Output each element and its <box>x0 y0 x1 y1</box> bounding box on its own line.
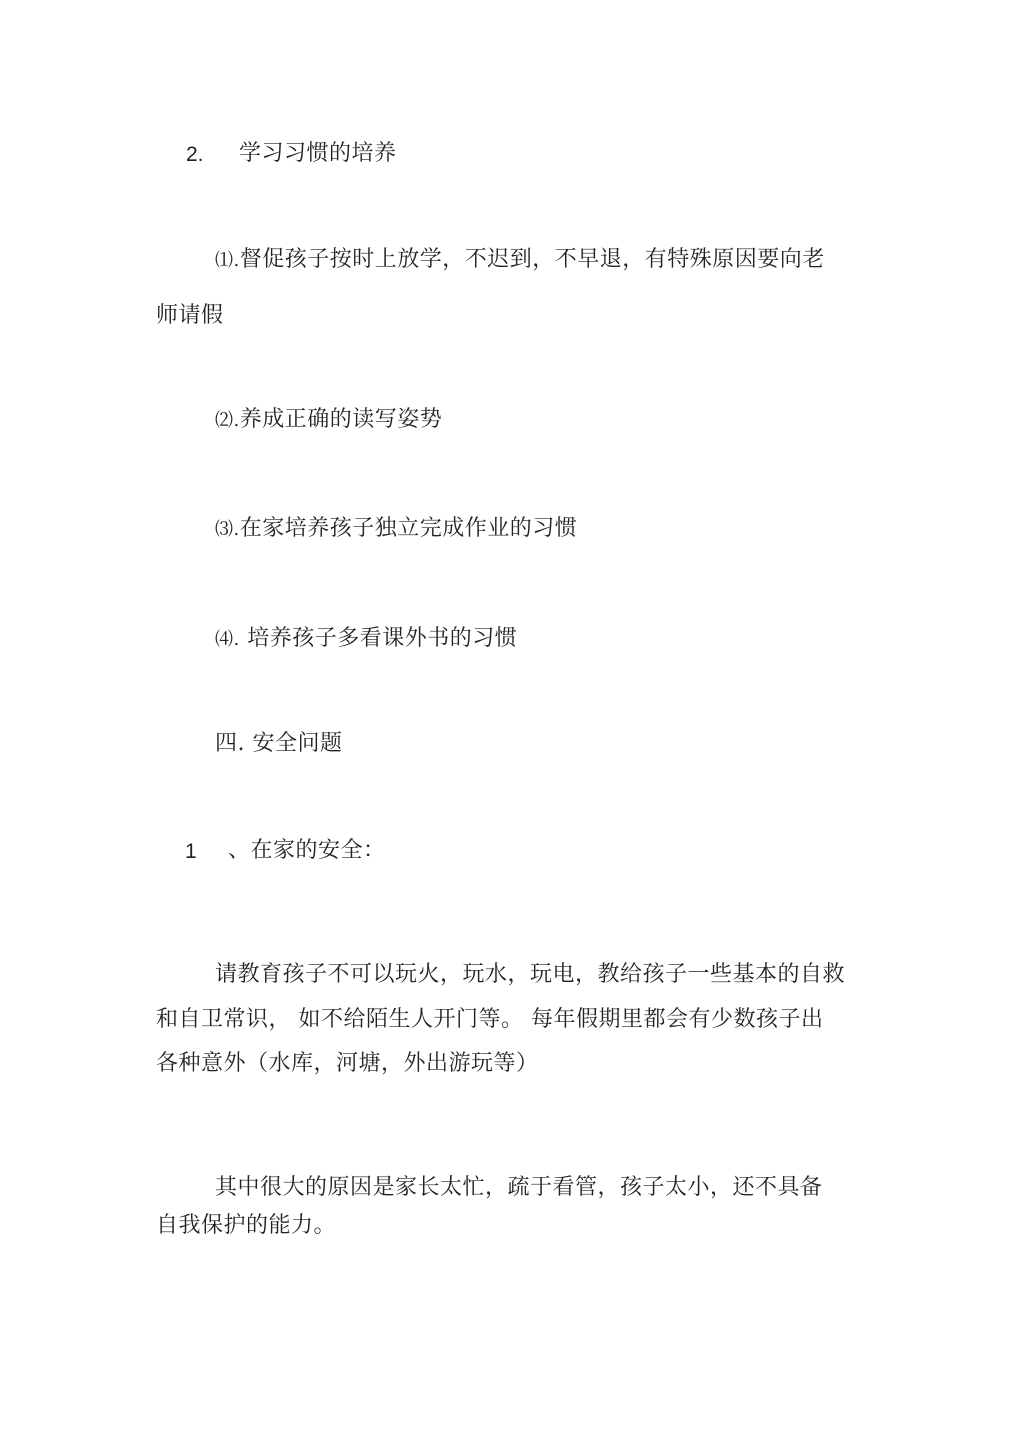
section-heading: 四. 安全问题 <box>215 731 343 756</box>
item-text: 督促孩子按时上放学，不迟到，不早退，有特殊原因要向老 <box>239 247 825 272</box>
list-item <box>215 624 517 655</box>
item-number: ⑷. <box>215 629 240 650</box>
section-title: 学习习惯的培养 <box>239 141 397 166</box>
paragraph-line: 请教育孩子不可以玩火，玩水，玩电，教给孩子一些基本的自救 <box>215 962 846 987</box>
subsection-number: 1 <box>185 840 197 863</box>
item-number: ⑵. <box>215 410 240 431</box>
item-text: 培养孩子多看课外书的习惯 <box>239 626 518 651</box>
paragraph-line: 自我保护的能力。 <box>156 1213 337 1238</box>
list-item <box>215 405 442 436</box>
item-number: ⑶. <box>215 519 240 540</box>
item-text: 在家培养孩子独立完成作业的习惯 <box>239 516 578 541</box>
section-number: 2. <box>186 143 204 166</box>
list-item <box>215 514 577 545</box>
list-item <box>215 245 825 276</box>
paragraph-line: 其中很大的原因是家长太忙，疏于看管，孩子太小，还不具备 <box>215 1175 823 1200</box>
paragraph-line: 和自卫常识， 如不给陌生人开门等。 每年假期里都会有少数孩子出 <box>156 1007 824 1032</box>
item-text: 养成正确的读写姿势 <box>239 407 443 432</box>
list-item-continuation <box>156 301 224 331</box>
item-text: 师请假 <box>156 303 224 328</box>
item-number: ⑴. <box>215 250 240 271</box>
subsection-title: 、在家的安全： <box>228 838 386 863</box>
paragraph-line: 各种意外（水库，河塘，外出游玩等） <box>156 1051 539 1076</box>
